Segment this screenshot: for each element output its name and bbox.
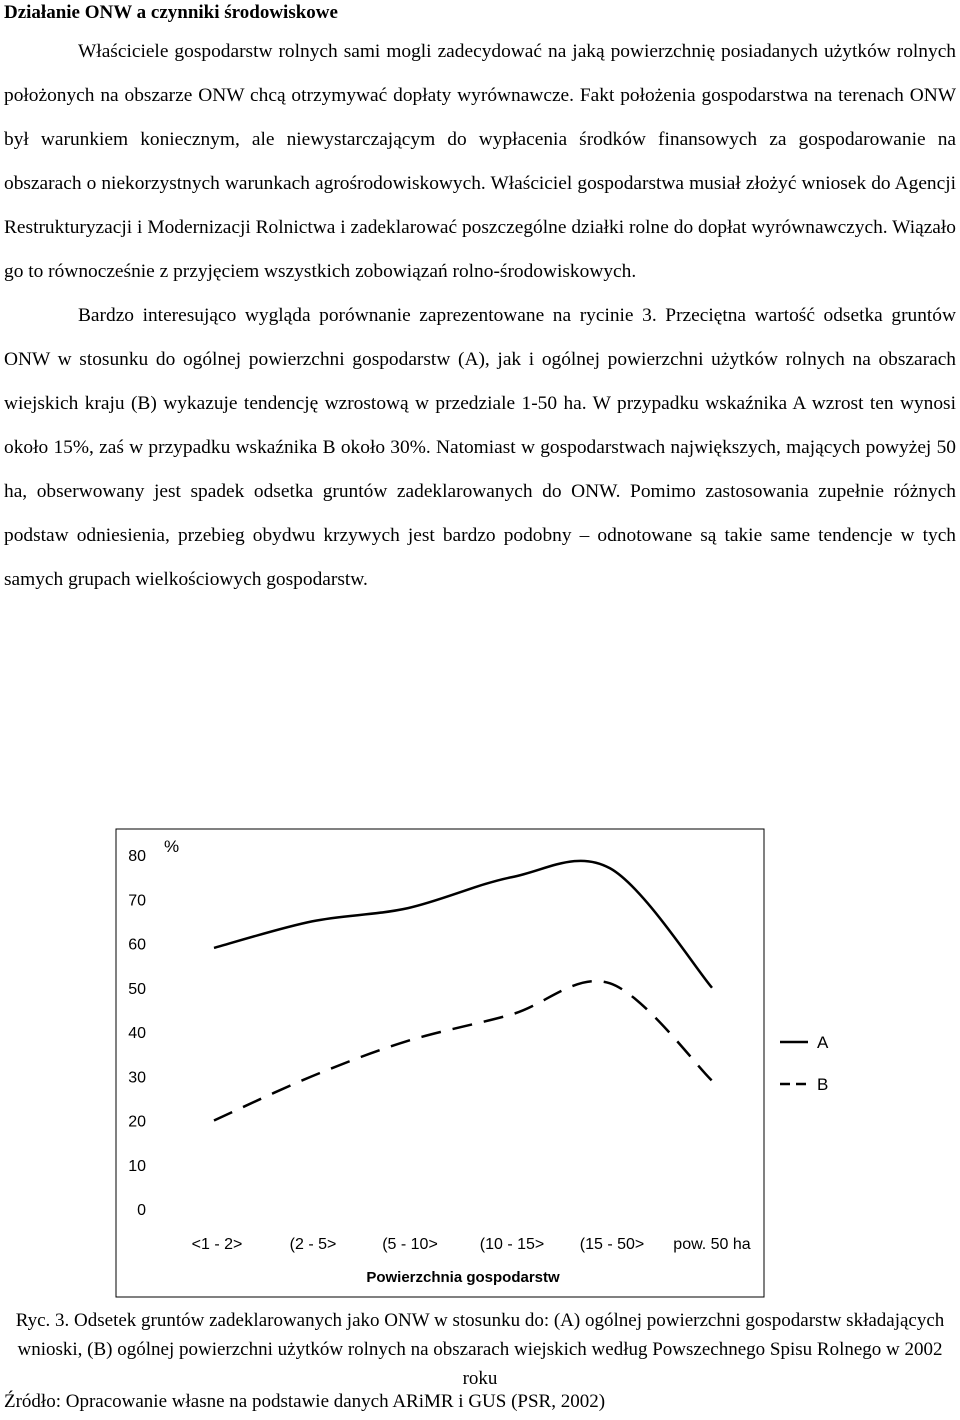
series-line-a xyxy=(214,861,712,988)
x-axis-label: Powierzchnia gospodarstw xyxy=(366,1269,560,1286)
y-tick-label: 60 xyxy=(128,936,146,954)
y-tick-label: 10 xyxy=(128,1157,146,1175)
figure-caption: Ryc. 3. Odsetek gruntów zadeklarowanych jako ONW w stosunku do: (A) ogólnej powierzchni gospodarstw składających wnioski, (B) ogólnej powierzchni użytków rolnych na obszarach wiejskich według Powszechnego Spisu Rolnego w 2002 roku xyxy=(15,1310,945,1389)
y-tick-label: 50 xyxy=(128,980,146,998)
y-tick-label: 80 xyxy=(128,848,146,865)
y-tick-label: 20 xyxy=(128,1113,146,1131)
y-tick-label: 40 xyxy=(128,1025,146,1042)
paragraph-1: Właściciele gospodarstw rolnych sami mogli zadecydować na jaką powierzchnię posiadanych użytków rolnych położonych na obszarze ONW chcą otrzymywać dopłaty wyrównawcze. Fakt położenia gospodarstwa na terenach ONW był warunkiem koniecznym, ale niewystarczającym do wypłacenia środków finansowych za gospodarowanie na obszarach o niekorzystnych warunkach agrośrodowiskowych. Właściciel gospodarstwa musiał złożyć wniosek do Agencji Restrukturyzacji i Modernizacji Rolnictwa i zadeklarować poszczególne działki rolne do dopłat wyrównawczych. Wiązało go to równocześnie z przyjęciem wszystkich zobowiązań rolno-środowiskowych. xyxy=(4,41,956,282)
x-tick-label: (15 - 50> xyxy=(579,1236,645,1253)
figure-source: Źródło: Opracowanie własne na podstawie danych ARiMR i GUS (PSR, 2002) xyxy=(4,1391,606,1412)
series-layer xyxy=(214,861,712,1121)
x-tick-label: <1 - 2> xyxy=(191,1236,243,1253)
x-axis-ticks xyxy=(192,1236,751,1253)
legend-label: A xyxy=(817,1033,829,1052)
x-tick-label: (2 - 5> xyxy=(289,1236,337,1253)
x-tick-label: (5 - 10> xyxy=(382,1236,438,1253)
y-tick-label: 30 xyxy=(128,1069,146,1087)
chart-legend xyxy=(780,1033,829,1094)
y-axis-label: % xyxy=(164,837,180,856)
body-text xyxy=(4,30,956,602)
y-tick-label: 70 xyxy=(128,892,146,910)
x-tick-label: pow. 50 ha xyxy=(673,1236,751,1253)
section-heading: Działanie ONW a czynniki środowiskowe xyxy=(4,2,338,23)
y-axis-ticks xyxy=(128,848,146,1219)
series-line-b xyxy=(214,981,712,1120)
x-tick-label: (10 - 15> xyxy=(479,1236,545,1253)
y-tick-label: 0 xyxy=(137,1202,146,1219)
paragraph-2: Bardzo interesująco wygląda porównanie zaprezentowane na rycinie 3. Przeciętna wartość odsetka gruntów ONW w stosunku do ogólnej powierzchni gospodarstw (A), jak i ogólnej powierzchni użytków rolnych na obszarach wiejskich kraju (B) wykazuje tendencję wzrostową w przedziale 1-50 ha. W przypadku wskaźnika A wzrost ten wynosi około 15%, zaś w przypadku wskaźnika B około 30%. Natomiast w gospodarstwach największych, mających powyżej 50 ha, obserwowany jest spadek odsetka gruntów zadeklarowanych do ONW. Pomimo zastosowania zupełnie różnych podstaw odniesienia, przebieg obydwu krzywych jest bardzo podobny – odnotowane są takie same tendencje w tych samych grupach wielkościowych gospodarstw. xyxy=(4,305,956,590)
legend-label: B xyxy=(817,1075,829,1094)
figure-chart xyxy=(0,800,960,1300)
